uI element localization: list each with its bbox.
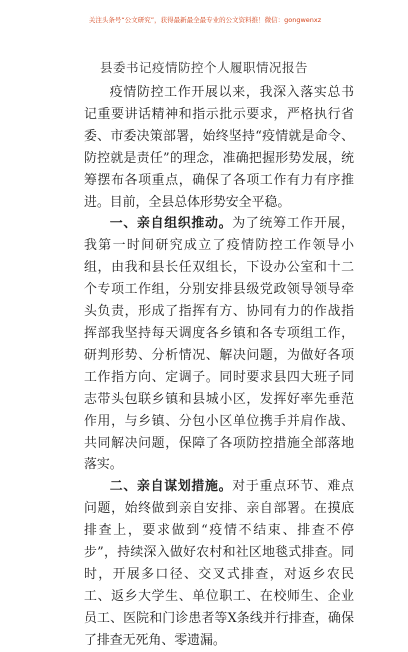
paragraph-organize xyxy=(84,213,354,476)
section-heading-plan: 二、亲自谋划措施。 xyxy=(109,479,233,495)
paragraph-plan xyxy=(84,476,354,651)
paragraph-intro xyxy=(84,82,354,213)
paragraph-text: 疫情防控工作开展以来，我深入落实总书记重要讲话精神和指示批示要求，严格执行省委、市委决策部署，始终坚持“疫情就是命令、防控就是责任”的理念，准确把握形势发展，统筹摆布各项重点，确保了各项工作有力有序推进。目前，全县总体形势安全平稳。 xyxy=(84,85,354,210)
section-heading-organize: 一、亲自组织推动。 xyxy=(109,216,233,232)
promo-banner: 关注头条号“公文研究”，获得最新最全最专业的公文资料推！微信：gongwenxz xyxy=(88,16,322,24)
document-body xyxy=(84,82,354,652)
paragraph-text: 对于重点环节、难点问题，始终做到亲自安排、亲自部署。在摸底排查上，要求做到“疫情不结束、排查不停步”，持续深入做好农村和社区地毯式排查。同时，开展多口径、交叉式排查，对返乡农民工、返乡大学生、单位职工、在校师生、企业员工、医院和门诊患者等X条线并行排查，确保了排查无死角、零遗漏。 xyxy=(84,479,355,648)
paragraph-text: 为了统筹工作开展，我第一时间研究成立了疫情防控工作领导小组，由我和县长任双组长，下设办公室和十二个专项工作组，分别安排县级党政领导领导牵头负责，形成了指挥有方、协同有力的作战指挥部我坚持每天调度各乡镇和各专项组工作，研判形势、分析情况、解决问题，为做好各项工作指方向、定调子。同时要求县四大班子同志带头包联乡镇和县城小区，发挥好率先垂范作用，与乡镇、分包小区单位携手并肩作战、共同解决问题，保障了各项防控措施全部落地落实。 xyxy=(84,216,355,473)
document-title: 县委书记疫情防控个人履职情况报告 xyxy=(99,60,308,75)
